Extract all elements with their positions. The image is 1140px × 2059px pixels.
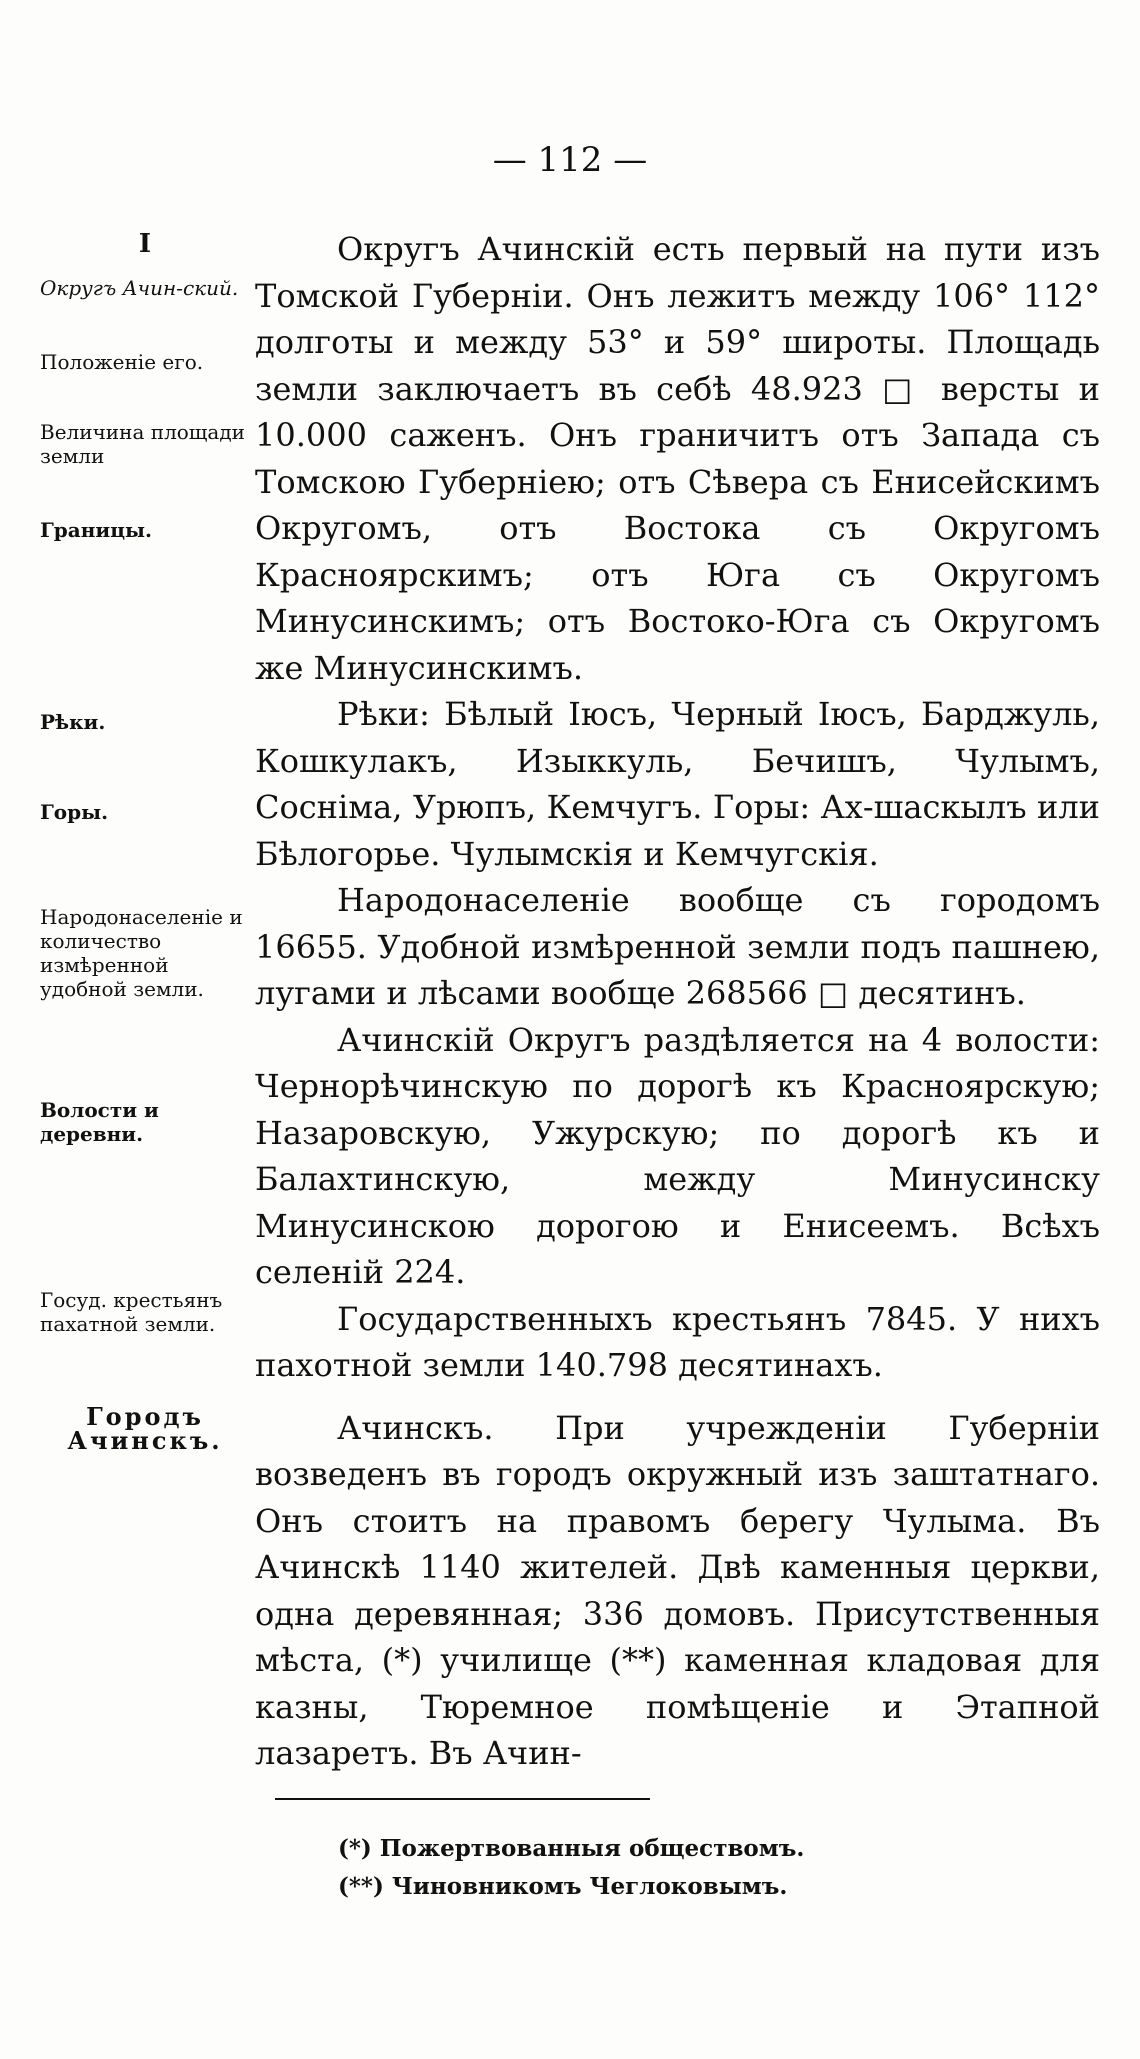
margin-note-borders: Границы. — [40, 518, 153, 542]
footnotes — [338, 1830, 804, 1906]
paragraph-population: Народонаселеніе вообще съ городомъ 16655. Удобной измѣренной земли подъ пашнею, лугами и лѣсами вообще 268566 □ десятинъ. — [255, 881, 1100, 1012]
paragraph-town: Ачинскъ. При учрежденіи Губерніи возведенъ въ городъ окружный изъ заштатнаго. Онъ стоитъ на правомъ берегу Чулыма. Въ Ачинскѣ 1140 жителей. Двѣ каменныя церкви, одна деревянная; 336 домовъ. Присутственныя мѣста, (*) училище (**) каменная кладовая для казны, Тюремное помѣщеніе и Этапной лазаретъ. Въ Ачин- — [255, 1408, 1100, 1772]
footnote-rule — [275, 1798, 650, 1800]
page-number: — 112 — — [492, 140, 648, 180]
main-text — [255, 226, 1100, 1777]
margin-note-area: Величина площади земли — [40, 420, 245, 468]
margin-note-mountains: Горы. — [40, 800, 109, 824]
margin-note-district: Округъ Ачин-ский. — [40, 276, 239, 300]
footnote-1: (*) Пожертвованныя обществомъ. — [338, 1835, 805, 1862]
margin-note-peasants: Госуд. крестьянъ пахатной земли. — [40, 1288, 223, 1336]
paragraph-rivers-mountains: Рѣки: Бѣлый Іюсъ, Черный Іюсъ, Барджуль, Кошкулакъ, Изыккуль, Бечишъ, Чулымъ, Сосніма, Урюпъ, Кемчугъ. Горы: Ах-шаскылъ или Бѣлогорье. Чулымскія и Кемчугскія. — [255, 695, 1100, 873]
paragraph-peasants: Государственныхъ крестьянъ 7845. У нихъ пахотной земли 140.798 десятинахъ. — [255, 1299, 1100, 1384]
paragraph-volosts: Ачинскій Округъ раздѣляется на 4 волости: Чернорѣчинскую по дорогѣ къ Красноярскую; Назаровскую, Ужурскую; по дорогѣ къ и Балахтинскую, между Минусинску Минусинскою дорогою и Енисеемъ. Всѣхъ селеній 224. — [255, 1020, 1100, 1291]
margin-note-volosts: Волости и деревни. — [40, 1098, 159, 1146]
margin-note-section-number: I — [138, 229, 152, 259]
footnote-2: (**) Чиновникомъ Чеглоковымъ. — [338, 1873, 788, 1900]
margin-note-town: Городъ Ачинскъ. — [67, 1402, 223, 1455]
margin-note-population: Народонаселеніе и количество измѣренной удобной земли. — [40, 905, 243, 1001]
margin-note-rivers: Рѣки. — [40, 710, 106, 734]
paragraph-district-overview: Округъ Ачинскій есть первый на пути изъ Томской Губерніи. Онъ лежитъ между 106° 112° долготы и между 53° и 59° широты. Площадь земли заключаетъ въ себѣ 48.923 □ версты и 10.000 саженъ. Онъ граничитъ отъ Запада съ Томскою Губерніею; отъ Сѣвера съ Енисейскимъ Округомъ, отъ Востока съ Округомъ Красноярскимъ; отъ Юга съ Округомъ Минусинскимъ; отъ Востоко-Юга съ Округомъ же Минусинскимъ. — [255, 230, 1100, 687]
margin-note-position: Положеніе его. — [40, 350, 204, 374]
